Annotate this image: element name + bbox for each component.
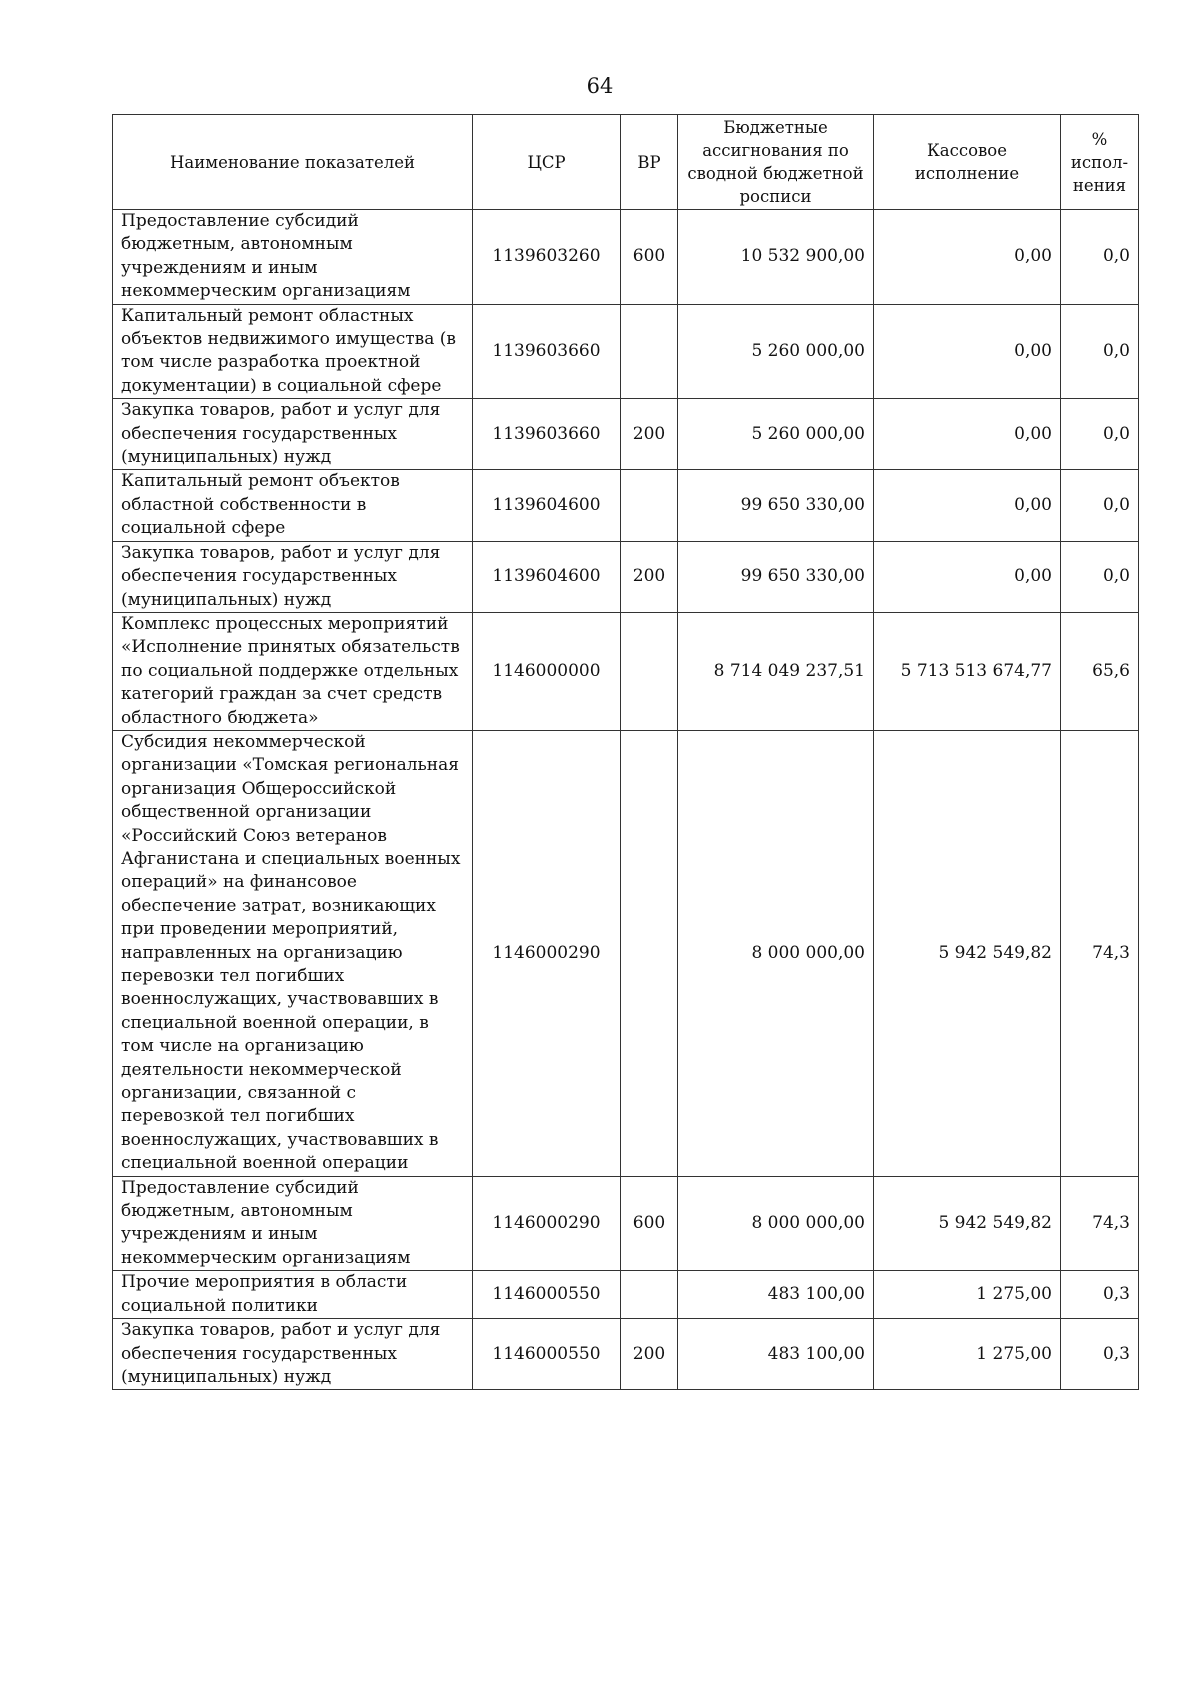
cell-percent: 0,0 [1061,210,1139,305]
cell-csr: 1139603260 [473,210,621,305]
cell-assignments: 5 260 000,00 [678,304,874,399]
table-row [113,1271,1139,1319]
header-execution: Кассовое исполнение [874,115,1061,210]
table-row [113,399,1139,470]
cell-csr: 1139604600 [473,541,621,612]
cell-csr: 1139604600 [473,470,621,541]
cell-vr: 200 [621,1319,678,1390]
cell-csr: 1146000550 [473,1319,621,1390]
cell-vr: 200 [621,541,678,612]
cell-percent: 65,6 [1061,612,1139,730]
cell-percent: 0,0 [1061,399,1139,470]
table-row [113,470,1139,541]
cell-vr [621,304,678,399]
cell-execution: 0,00 [874,304,1061,399]
table-row [113,612,1139,730]
table-row [113,304,1139,399]
cell-assignments: 8 000 000,00 [678,1176,874,1271]
cell-csr: 1146000000 [473,612,621,730]
table-header-row [113,115,1139,210]
cell-vr [621,612,678,730]
cell-name: Закупка товаров, работ и услуг для обеспечения государственных (муниципальных) нужд [113,399,473,470]
cell-execution: 0,00 [874,210,1061,305]
cell-csr: 1146000550 [473,1271,621,1319]
header-assignments: Бюджетные ассигнования по сводной бюджетной росписи [678,115,874,210]
cell-vr: 200 [621,399,678,470]
cell-execution: 0,00 [874,470,1061,541]
table-row [113,1176,1139,1271]
cell-name: Закупка товаров, работ и услуг для обеспечения государственных (муниципальных) нужд [113,541,473,612]
cell-assignments: 5 260 000,00 [678,399,874,470]
cell-csr: 1139603660 [473,304,621,399]
cell-vr [621,730,678,1176]
cell-name: Комплекс процессных мероприятий «Исполнение принятых обязательств по социальной поддержке отдельных категорий граждан за счет средств областного бюджета» [113,612,473,730]
cell-assignments: 99 650 330,00 [678,541,874,612]
cell-percent: 74,3 [1061,730,1139,1176]
cell-percent: 0,0 [1061,470,1139,541]
cell-name: Предоставление субсидий бюджетным, автономным учреждениям и иным некоммерческим организациям [113,1176,473,1271]
cell-execution: 1 275,00 [874,1271,1061,1319]
header-name: Наименование показателей [113,115,473,210]
cell-name: Субсидия некоммерческой организации «Томская региональная организация Общероссийской общественной организации «Российский Союз ветеранов Афганистана и специальных военных операций» на финансовое обеспечение затрат, возникающих при проведении мероприятий, направленных на организацию перевозки тел погибших военнослужащих, участвовавших в специальной военной операции, в том числе на организацию деятельности некоммерческой организации, связанной с перевозкой тел погибших военнослужащих, участвовавших в специальной военной операции [113,730,473,1176]
cell-name: Капитальный ремонт объектов областной собственности в социальной сфере [113,470,473,541]
table-row [113,730,1139,1176]
page-number: 64 [586,74,614,98]
cell-execution: 5 713 513 674,77 [874,612,1061,730]
cell-execution: 0,00 [874,541,1061,612]
cell-csr: 1146000290 [473,730,621,1176]
cell-csr: 1139603660 [473,399,621,470]
cell-vr [621,1271,678,1319]
cell-assignments: 10 532 900,00 [678,210,874,305]
cell-vr [621,470,678,541]
cell-name: Капитальный ремонт областных объектов недвижимого имущества (в том числе разработка проектной документации) в социальной сфере [113,304,473,399]
cell-percent: 74,3 [1061,1176,1139,1271]
table-row [113,210,1139,305]
cell-name: Закупка товаров, работ и услуг для обеспечения государственных (муниципальных) нужд [113,1319,473,1390]
header-csr: ЦСР [473,115,621,210]
cell-assignments: 99 650 330,00 [678,470,874,541]
header-vr: ВР [621,115,678,210]
cell-percent: 0,3 [1061,1319,1139,1390]
cell-execution: 1 275,00 [874,1319,1061,1390]
header-percent: % испол-нения [1061,115,1139,210]
cell-percent: 0,0 [1061,304,1139,399]
cell-execution: 0,00 [874,399,1061,470]
cell-assignments: 483 100,00 [678,1319,874,1390]
cell-vr: 600 [621,210,678,305]
cell-vr: 600 [621,1176,678,1271]
cell-name: Прочие мероприятия в области социальной политики [113,1271,473,1319]
cell-assignments: 483 100,00 [678,1271,874,1319]
cell-percent: 0,3 [1061,1271,1139,1319]
budget-table [112,114,1139,1390]
cell-assignments: 8 000 000,00 [678,730,874,1176]
cell-assignments: 8 714 049 237,51 [678,612,874,730]
cell-execution: 5 942 549,82 [874,730,1061,1176]
cell-execution: 5 942 549,82 [874,1176,1061,1271]
cell-percent: 0,0 [1061,541,1139,612]
table-row [113,541,1139,612]
cell-csr: 1146000290 [473,1176,621,1271]
cell-name: Предоставление субсидий бюджетным, автономным учреждениям и иным некоммерческим организациям [113,210,473,305]
table-row [113,1319,1139,1390]
